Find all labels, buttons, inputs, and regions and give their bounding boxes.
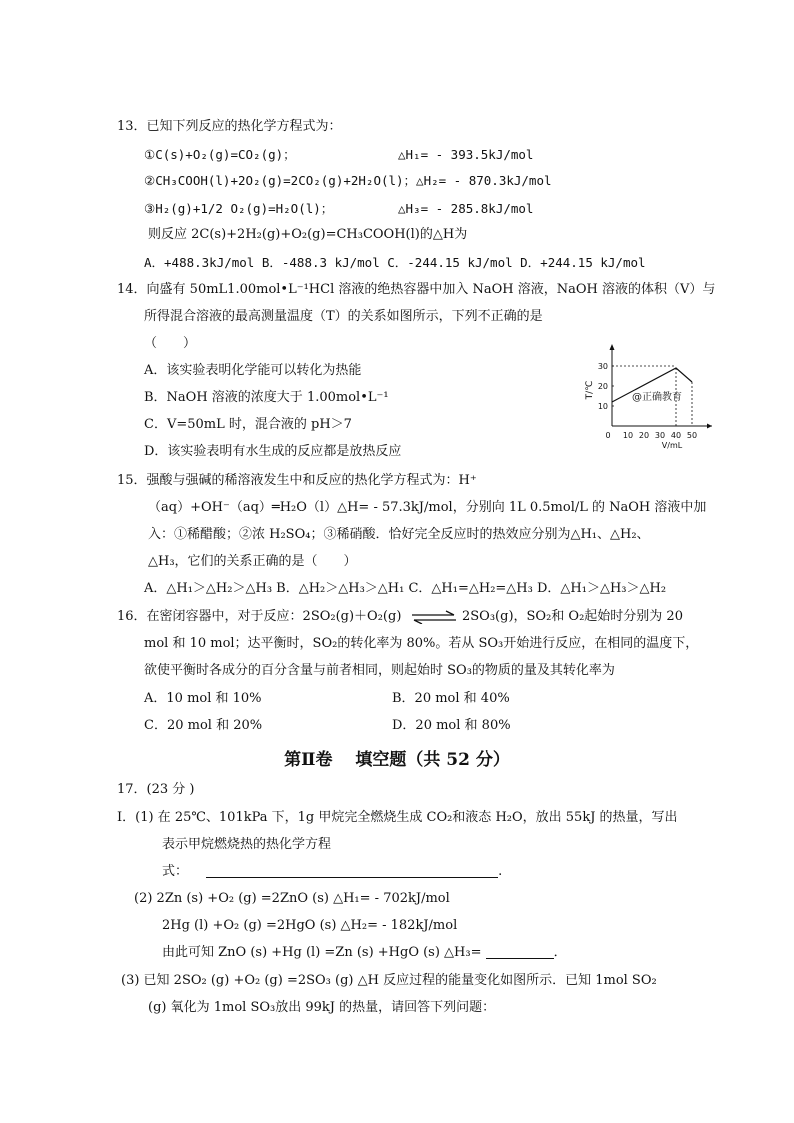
x-tick-label: 50 [686,431,698,440]
q17-part3-line1: (3) 已知 2SO₂ (g) +O₂ (g) =2SO₃ (g) △H 反应过程的能量变化如图所示．已知 1mol SO₂ [121,973,657,988]
q17-part2-line3 [162,944,567,962]
x-axis-arrow-icon [707,424,712,429]
q16-option-b: B．20 mol 和 40% [392,691,510,706]
q17-part3-line2: (g) 氧化为 1mol SO₃放出 99kJ 的热量，请回答下列问题： [148,1000,496,1015]
q14-option-a: A．该实验表明化学能可以转化为热能 [144,363,362,378]
period: . [498,864,503,879]
q14-option-b: B．NaOH 溶液的浓度大于 1.00mol•L⁻¹ [144,390,389,405]
section-heading: 第Ⅱ卷 填空题（共 52 分） [284,750,510,770]
q16-line3: 欲使平衡时各成分的百分含量与前者相同，则起始时 SO₃的物质的量及其转化率为 [144,663,615,678]
q15-options: A．△H₁＞△H₂＞△H₃ B．△H₂＞△H₃＞△H₁ C．△H₁=△H₂=△H₃ D．△H₁＞△H₃＞△H₂ [144,581,667,596]
q13-eq1: ①C(s)+O₂(g)=CO₂(g)； [144,147,296,162]
x-tick-label: 20 [638,431,650,440]
q13-stem: 13．已知下列反应的热化学方程式为： [117,119,342,134]
q17-part2-prefix: 由此可知 ZnO (s) +Hg (l) =Zn (s) +HgO (s) △H₃= [162,945,482,960]
q15-line3: 入：①稀醋酸；②浓 H₂SO₄；③稀硝酸．恰好完全反应时的热效应分别为△H₁、△H₂、 [148,527,650,542]
y-tick-label: 30 [597,362,608,371]
x-tick-label: 40 [670,431,682,440]
q14-option-d: D．该实验表明有水生成的反应都是放热反应 [144,444,402,459]
answer-blank-2[interactable] [486,944,554,959]
q13-eq3-dh: △H₃= - 285.8kJ/mol [398,201,534,216]
q14-paren: （ ） [144,336,197,351]
y-axis-arrow-icon [610,344,615,350]
q13-ask: 则反应 2C(s)+2H₂(g)+O₂(g)=CH₃COOH(l)的△H为 [148,227,468,242]
q17-part2-line1: (2) 2Zn (s) +O₂ (g) =2ZnO (s) △H₁= - 702kJ/mol [134,891,450,906]
x-tick-label: 10 [622,431,634,440]
q17-part1-line2: 表示甲烷燃烧热的热化学方程 [162,837,332,852]
q14-option-c: C．V=50mL 时，混合液的 pH＞7 [144,417,352,432]
q15-line4: △H₃，它们的关系正确的是（ ） [148,554,357,569]
x-tick-label: 30 [654,431,666,440]
reversible-arrow-icon [410,610,458,624]
q13-eq1-dh: △H₁= - 393.5kJ/mol [398,147,534,162]
q13-options: A．+488.3kJ/mol B．-488.3 kJ/mol C．-244.15 kJ/mol D．+244.15 kJ/mol [144,255,646,270]
q16-line1b: 2SO₃(g)，SO₂和 O₂起始时分别为 20 [462,609,683,624]
q16-line2: mol 和 10 mol；达平衡时，SO₂的转化率为 80%。若从 SO₃开始进行反应，在相同的温度下， [144,636,699,651]
y-axis-label: T/℃ [585,380,595,400]
q13-eq3: ③H₂(g)+1/2 O₂(g)=H₂O(l)； [144,201,334,216]
q17-part2-line2: 2Hg (l) +O₂ (g) =2HgO (s) △H₂= - 182kJ/mol [162,918,458,933]
q15-line2: （aq）+OH⁻（aq）═H₂O（l）△H= - 57.3kJ/mol，分别向 1L 0.5mol/L 的 NaOH 溶液中加 [148,500,707,515]
y-tick-label: 20 [597,382,608,391]
q16-line1a: 16．在密闭容器中，对于反应：2SO₂(g)＋O₂(g) [117,609,402,624]
q17-part1-line1: I．(1) 在 25℃、101kPa 下，1g 甲烷完全燃烧生成 CO₂和液态 H₂O，放出 55kJ 的热量，写出 [117,810,678,825]
period: ． [553,945,567,960]
q16-option-d: D．20 mol 和 80% [392,718,511,733]
q15-line1: 15．强酸与强碱的稀溶液发生中和反应的热化学方程式为：H⁺ [117,473,477,488]
q17-head: 17．(23 分 ) [117,782,195,797]
q13-eq2: ②CH₃COOH(l)+2O₂(g)=2CO₂(g)+2H₂O(l)；△H₂= - 870.3kJ/mol [144,173,552,188]
answer-blank-1[interactable] [206,863,498,878]
temperature-volume-chart [582,338,722,450]
q14-line2: 所得混合溶液的最高测量温度（T）的关系如图所示，下列不正确的是 [144,309,543,324]
x-tick-label: 0 [605,431,611,440]
q17-part1-prefix: 式： [162,864,189,879]
q16-option-a: A．10 mol 和 10% [144,691,262,706]
y-tick-label: 10 [597,402,608,411]
x-axis-label: V/mL [661,441,683,450]
q14-line1: 14．向盛有 50mL1.00mol•L⁻¹HCl 溶液的绝热容器中加入 NaOH 溶液，NaOH 溶液的体积（V）与 [117,282,716,297]
q16-option-c: C．20 mol 和 20% [144,718,263,733]
q17-part1-line3 [162,863,502,881]
watermark-text: @正确教育 [632,392,682,403]
